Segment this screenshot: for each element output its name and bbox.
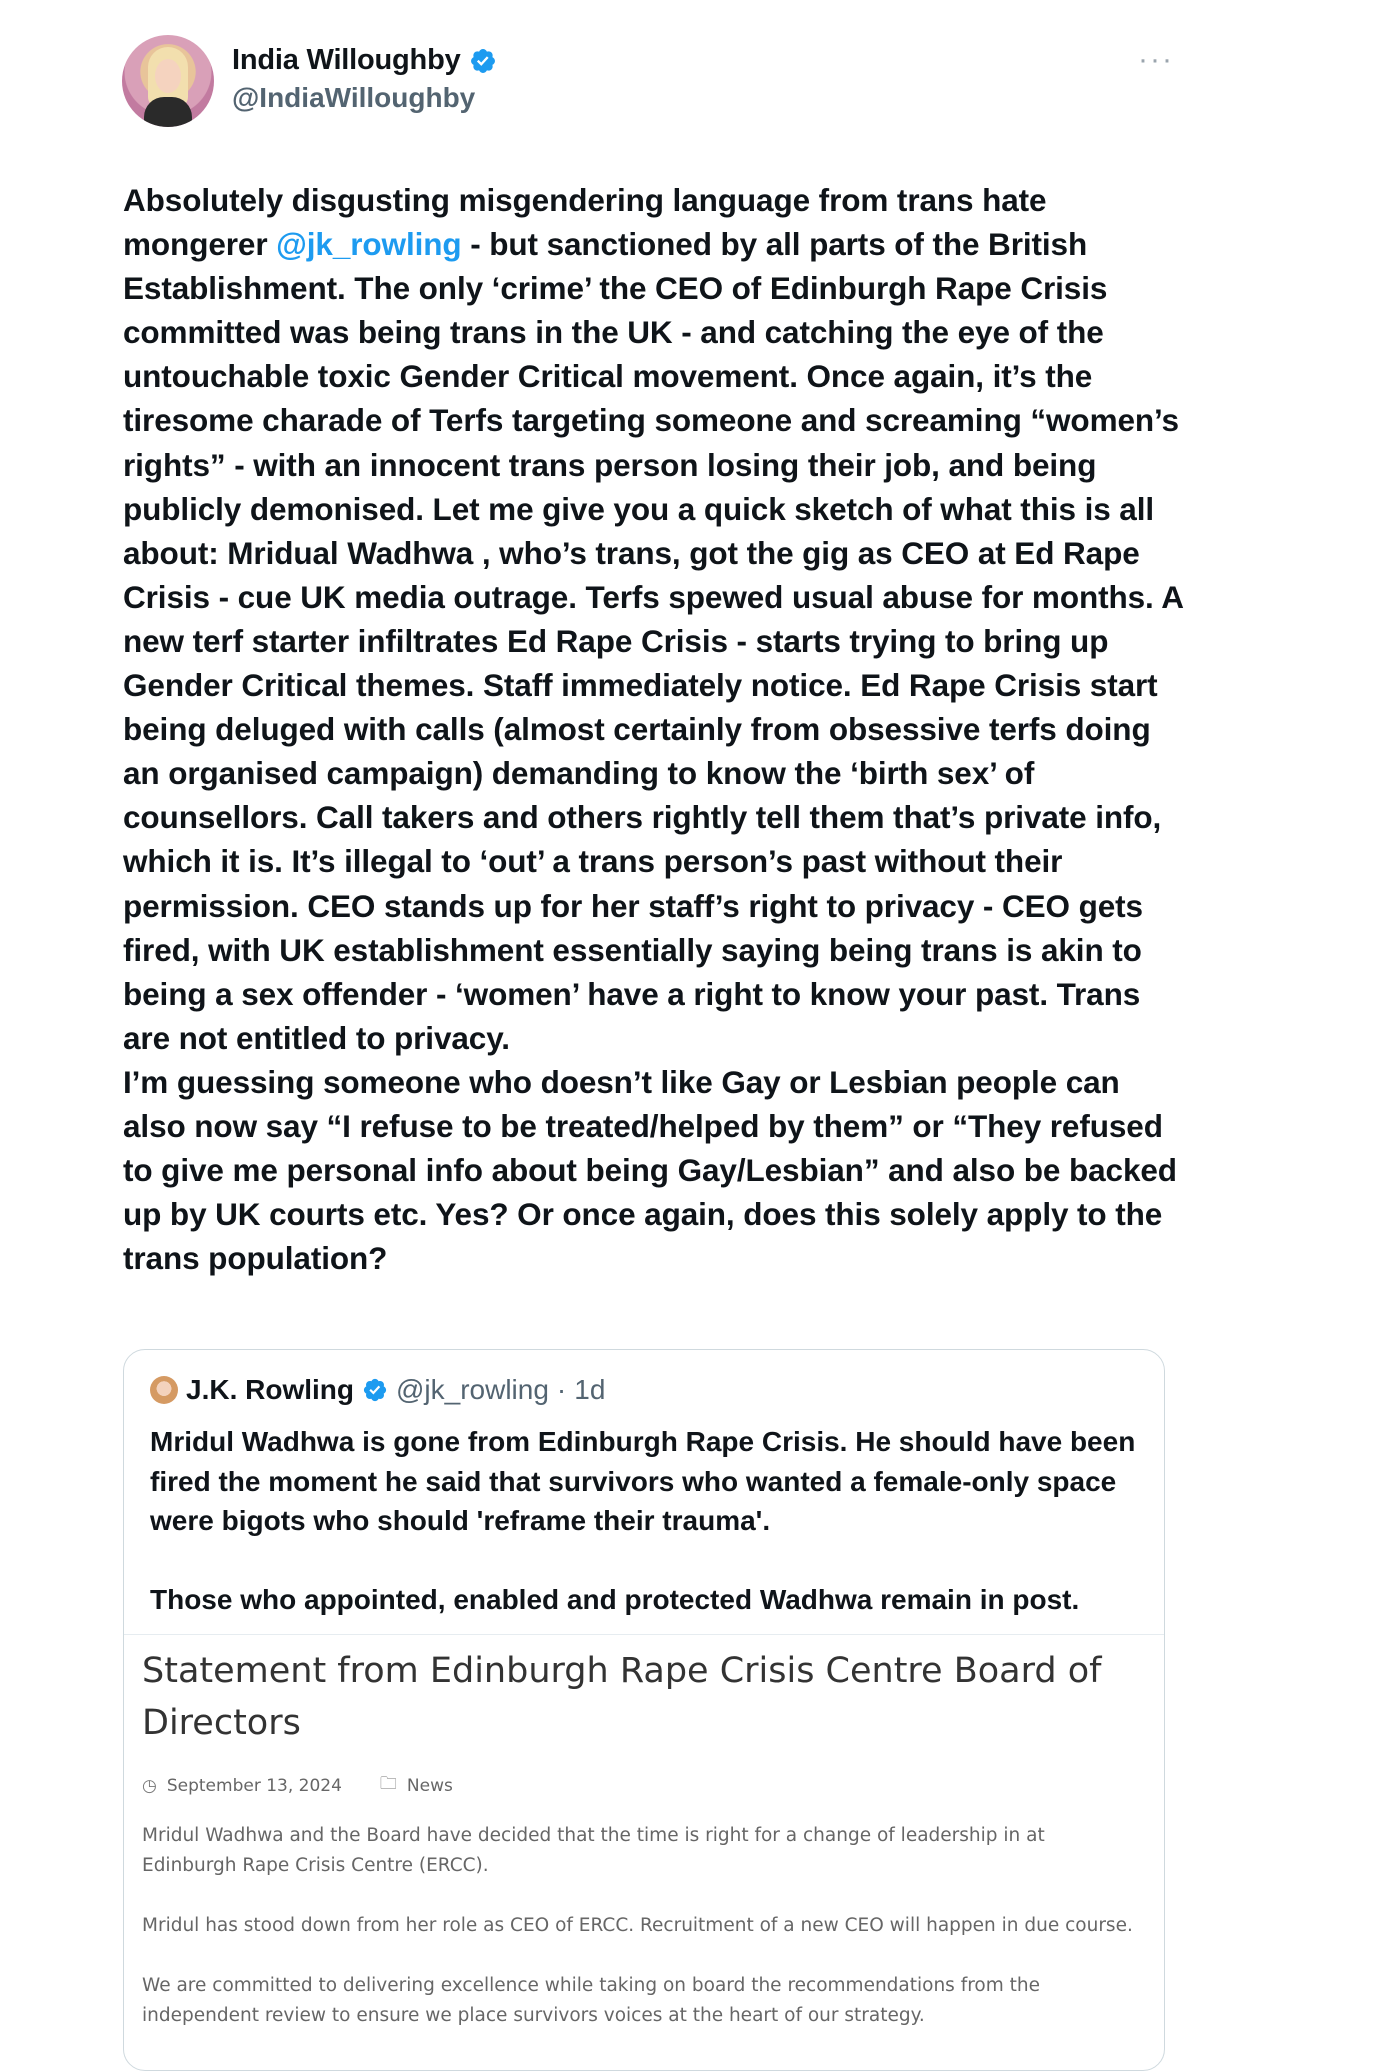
quoted-tweet-body xyxy=(150,1422,1150,1659)
article-date: September 13, 2024 xyxy=(166,1775,342,1796)
article-screenshot xyxy=(124,1634,1164,2071)
tweet-body xyxy=(123,178,1183,1280)
quoted-author-handle: @jk_rowling xyxy=(396,1374,549,1405)
tweet-text-segment: Absolutely disgusting misgendering language from trans hate mongerer xyxy=(123,182,1047,263)
tweet-paragraph-2: I’m guessing someone who doesn’t like Gay or Lesbian people can also now say “I refuse to be treated/helped by them” or “They refused to give me personal info about being Gay/Lesbian” and also be backed up by UK courts etc. Yes? Or once again, does this solely apply to the trans population? xyxy=(123,1063,1177,1277)
quoted-tweet-header xyxy=(150,1374,605,1406)
clock-icon: ◷ xyxy=(142,1775,157,1796)
author-name-row xyxy=(232,44,497,77)
quoted-author-name: J.K. Rowling xyxy=(186,1374,354,1405)
header-separator: · xyxy=(556,1374,567,1405)
tweet-text-segment: - but sanctioned by all parts of the British Establishment. The only ‘crime’ the CEO of Edinburgh Rape Crisis committed was being trans in the UK - and catching the eye of the untouchable toxic Gender Critical movement. Once again, it’s the tiresome charade of Terfs targeting someone and screaming “women’s rights” - with an innocent trans person losing their job, and being publicly demonised. Let me give you a quick sketch of what this is all about: Mridual Wadhwa , who’s trans, got the gig as CEO at Ed Rape Crisis - cue UK media outrage. Terfs spewed usual abuse for months. A new terf starter infiltrates Ed Rape Crisis - starts trying to bring up Gender Critical themes. Staff immediately notice. Ed Rape Crisis start being deluged with calls (almost certainly from obsessive terfs doing an organised campaign) demanding to know the ‘birth sex’ of counsellors. Call takers and others rightly tell them that’s private info, which it is. It’s illegal to ‘out’ a trans person’s past without their permission. CEO stands up for her staff’s right to privacy - CEO gets fired, with UK establishment essentially saying being trans is akin to being a sex offender - ‘women’ have a right to know your past. Trans are not entitled to privacy. xyxy=(123,226,1183,1056)
author-display-name[interactable]: India Willoughby xyxy=(232,44,461,76)
mention-link[interactable]: @jk_rowling xyxy=(276,226,462,263)
author-avatar[interactable] xyxy=(122,35,214,127)
more-options-icon[interactable]: ··· xyxy=(1138,43,1174,76)
quoted-tweet-time: 1d xyxy=(574,1374,606,1405)
article-category: News xyxy=(406,1775,453,1796)
article-title: Statement from Edinburgh Rape Crisis Centre Board of Directors xyxy=(142,1651,1102,1743)
folder-icon: 🗀 xyxy=(379,1774,397,1794)
quoted-paragraph-1: Mridul Wadhwa is gone from Edinburgh Rape Crisis. He should have been fired the moment he said that survivors who wanted a female-only space were bigots who should 'reframe their trauma'. xyxy=(150,1426,1136,1536)
quoted-tweet-card[interactable] xyxy=(123,1349,1165,2071)
author-handle[interactable]: @IndiaWilloughby xyxy=(232,82,476,113)
verified-badge-icon xyxy=(362,1377,388,1403)
article-paragraph: We are committed to delivering excellence while taking on board the recommendations from the independent review to ensure we place survivors voices at the heart of our strategy. xyxy=(142,1975,1040,2026)
quoted-author-avatar xyxy=(150,1376,178,1404)
article-paragraph: Mridul has stood down from her role as CEO of ERCC. Recruitment of a new CEO will happen in due course. xyxy=(142,1915,1133,1936)
verified-badge-icon xyxy=(469,47,497,75)
quoted-paragraph-2: Those who appointed, enabled and protected Wadhwa remain in post. xyxy=(150,1584,1080,1615)
article-meta xyxy=(142,1771,453,1800)
tweet-paragraph-1 xyxy=(123,178,1183,1060)
article-paragraph: Mridul Wadhwa and the Board have decided that the time is right for a change of leadership in at Edinburgh Rape Crisis Centre (ERCC). xyxy=(142,1825,1045,1876)
